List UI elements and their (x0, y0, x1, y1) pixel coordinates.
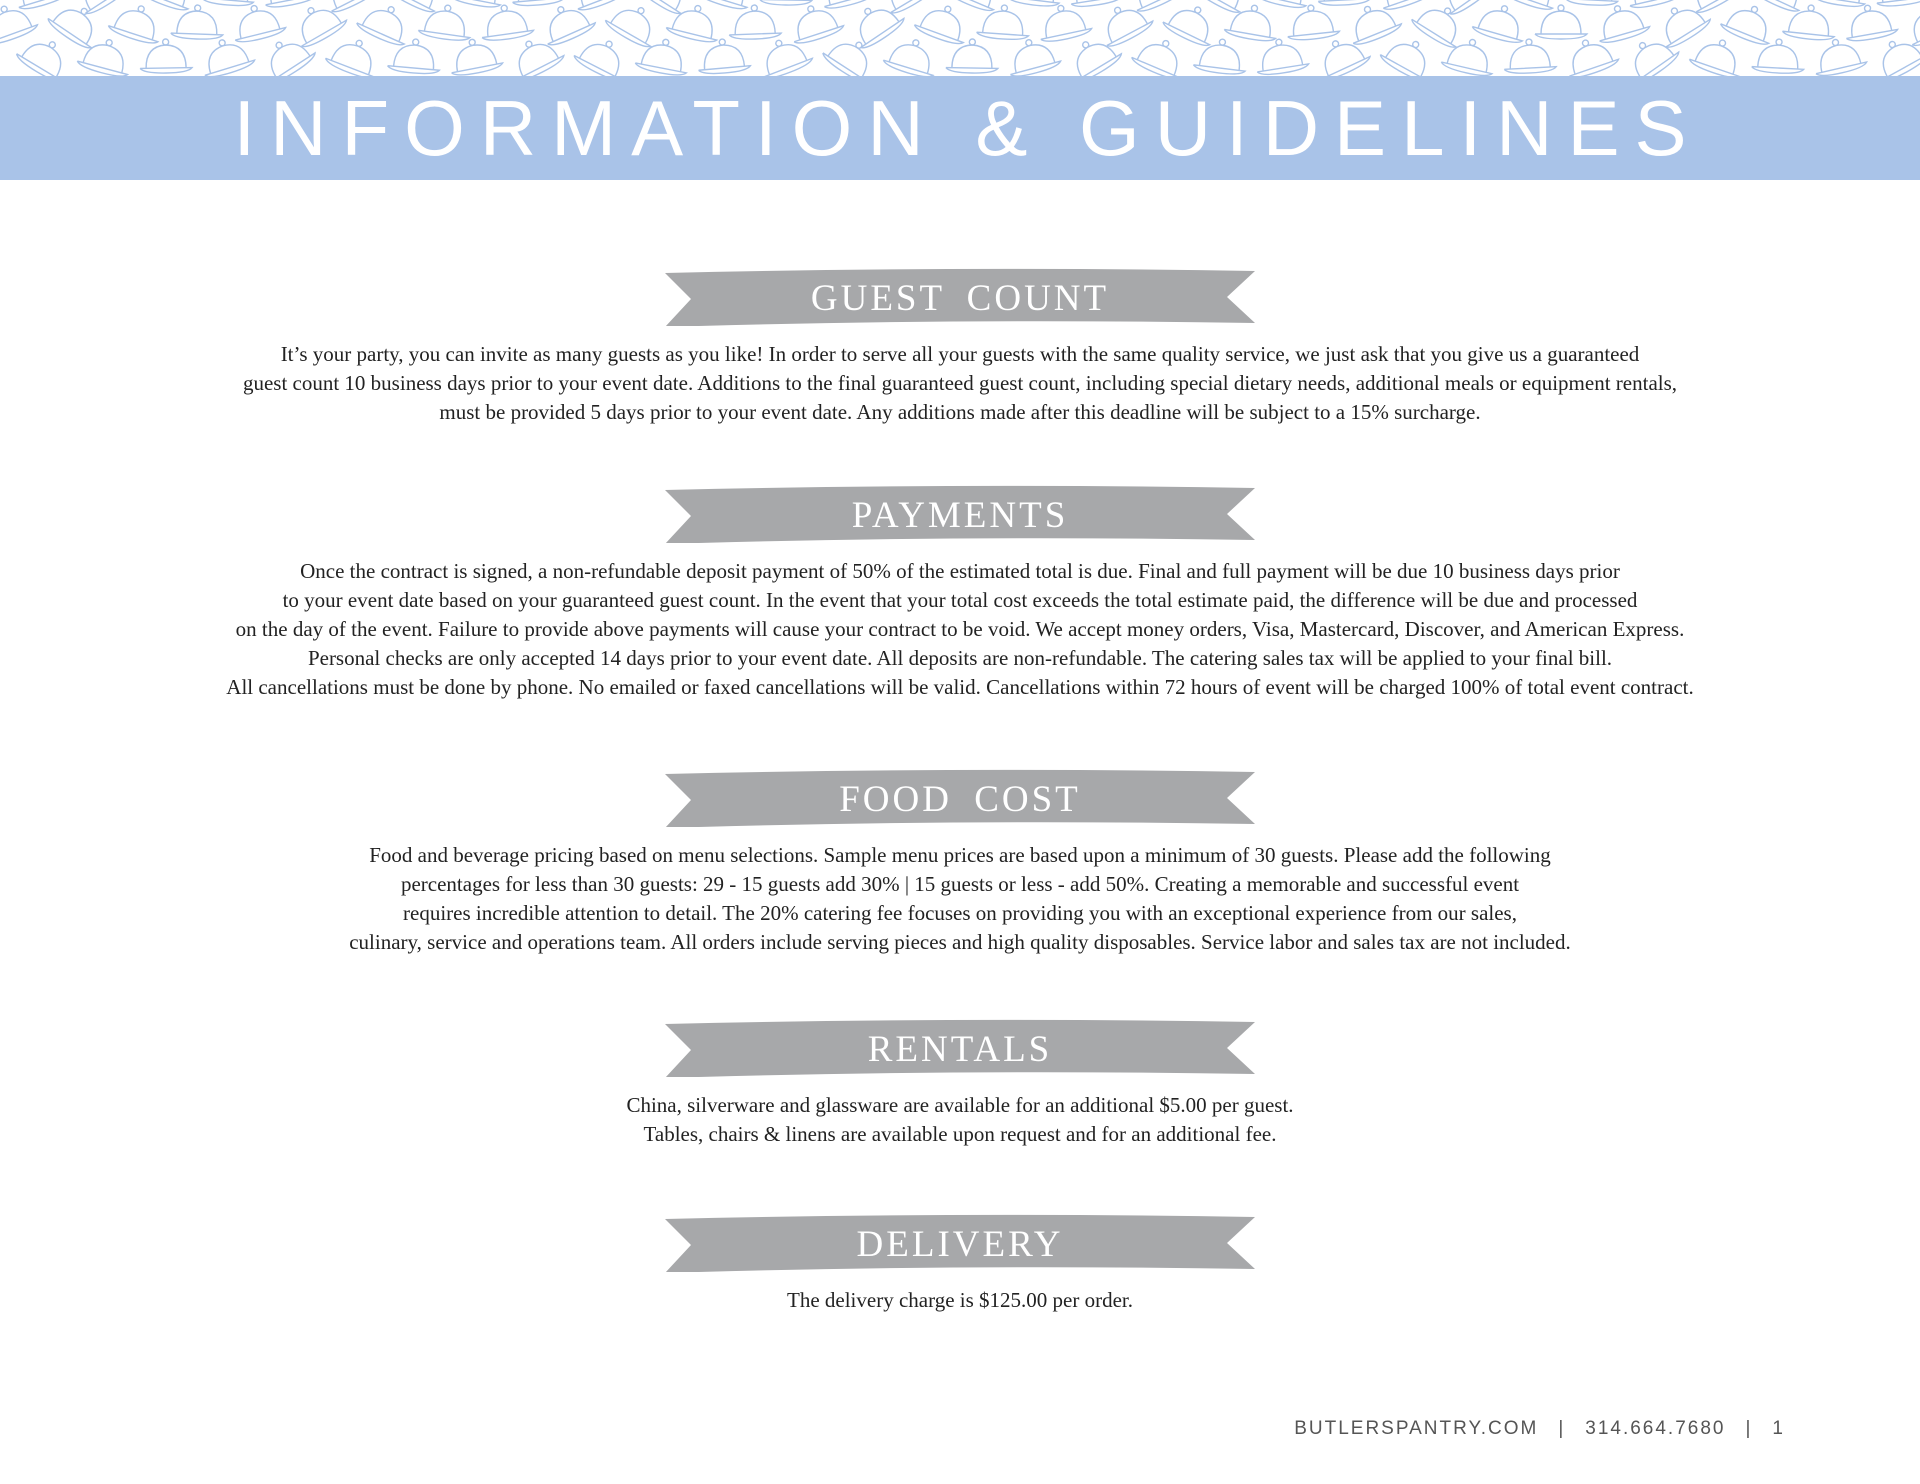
cloche-icon (976, 3, 1030, 41)
cloche-icon (696, 0, 756, 12)
cloche-icon (1062, 29, 1124, 76)
cloche-icon (1193, 36, 1249, 76)
section-heading: RENTALS (867, 1028, 1053, 1070)
cloche-icon (1253, 35, 1310, 76)
cloche-icon (1161, 0, 1223, 49)
section-food-cost (0, 769, 1920, 957)
body-line: All cancellations must be done by phone. No emailed or faxed cancellations will be valid. Cancellations within 72 hours of event will be charged 100% of total event contract. (226, 675, 1694, 699)
cloche-icon (1750, 0, 1811, 15)
cloche-pattern-header (0, 0, 1920, 76)
cloche-icon (1873, 0, 1920, 8)
cloche-icon (1719, 0, 1780, 48)
banner-food-cost (665, 769, 1255, 827)
cloche-icon (448, 0, 506, 10)
cloche-icon (201, 0, 256, 7)
footer-separator: | (1558, 1418, 1566, 1439)
cloche-icon (478, 2, 534, 43)
cloche-icon (256, 29, 318, 76)
cloche-icon (1130, 31, 1191, 76)
page-footer (1294, 1418, 1785, 1440)
cloche-icon (817, 0, 876, 11)
body-line: requires incredible attention to detail. The 20% catering fee focuses on providing you with an exceptional experience from our sales, (403, 901, 1517, 925)
cloche-icon (418, 2, 474, 43)
body-line: It’s your party, you can invite as many guests as you like! In order to serve all your guests with the same quality service, we just ask that you give us a guaranteed (280, 342, 1640, 366)
body-line: percentages for less than 30 guests: 29 - 15 guests add 30% | 15 guests or less - add 50%. Creating a memorable and successful event (400, 872, 1520, 896)
cloche-icon (882, 32, 942, 76)
cloche-icon (1565, 0, 1619, 6)
page-title: INFORMATION & GUIDELINES (233, 84, 1702, 172)
body-line: guest count 10 business days prior to your event date. Additions to the final guaranteed guest count, including special dietary needs, additional meals or equipment rentals, (242, 371, 1678, 395)
section-rentals (0, 1019, 1920, 1149)
cloche-icon (1317, 0, 1371, 6)
body-line: to your event date based on your guaranteed guest count. In the event that your total cost exceeds the total estimate paid, the difference will be due and processed (282, 588, 1638, 612)
cloche-icon (1471, 0, 1530, 46)
section-heading: GUEST COUNT (810, 277, 1110, 319)
cloche-icon (1440, 34, 1498, 76)
cloche-icon (107, 0, 167, 46)
section-payments (0, 485, 1920, 702)
body-line: on the day of the event. Failure to provide above payments will cause your contract to be void. We accept money orders, Visa, Mastercard, Discover, and American Express. (235, 617, 1685, 641)
body-line: Food and beverage pricing based on menu selections. Sample menu prices are based upon a minimum of 30 guests. Please add the following (369, 843, 1551, 867)
footer-phone[interactable]: 314.664.7680 (1585, 1418, 1726, 1439)
body-line: must be provided 5 days prior to your event date. Any additions made after this deadline will be subject to a 15% surcharge. (439, 400, 1481, 424)
cloche-icon (387, 37, 442, 75)
body-line: The delivery charge is $125.00 per order. (787, 1288, 1133, 1312)
cloche-icon (696, 37, 751, 75)
cloche-icon (1900, 0, 1920, 49)
cloche-icon (1254, 0, 1312, 11)
cloche-icon (510, 0, 565, 7)
cloche-icon (665, 0, 724, 45)
cloche-icon (324, 31, 385, 76)
banner-guest-count (665, 268, 1255, 326)
cloche-icon (504, 30, 566, 76)
cloche-icon (1192, 0, 1254, 16)
cloche-icon (845, 0, 907, 52)
section-heading: PAYMENTS (851, 494, 1069, 536)
cloche-icon (1841, 1, 1898, 44)
cloche-icon (355, 0, 416, 49)
section-body (0, 1286, 1920, 1315)
page-number: 1 (1772, 1418, 1785, 1439)
cloche-icon (1503, 38, 1557, 75)
body-line: Personal checks are only accepted 14 days prior to your event date. All deposits are non-refundable. The catering sales tax will be applied to your final bill. (307, 646, 1613, 670)
footer-separator: | (1745, 1418, 1753, 1439)
cloche-icon (1620, 28, 1682, 76)
section-heading: FOOD COST (839, 778, 1081, 820)
cloche-icon (913, 0, 973, 47)
cloche-icon (1285, 2, 1340, 41)
cloche-icon (1093, 0, 1155, 50)
cloche-icon (76, 33, 135, 76)
cloche-icon (785, 0, 845, 46)
footer-website-link[interactable]: BUTLERSPANTRY.COM (1294, 1418, 1539, 1439)
cloche-icon (1342, 0, 1403, 48)
cloche-icon (386, 0, 448, 16)
section-delivery (0, 1214, 1920, 1315)
cloche-icon (1311, 30, 1372, 76)
cloche-icon (1868, 29, 1920, 76)
cloche-icon (1007, 0, 1063, 8)
cloche-icon (1535, 5, 1587, 39)
section-body (0, 1091, 1920, 1149)
cloche-icon (536, 0, 597, 49)
cloche-icon (760, 0, 813, 5)
cloche-icon (140, 39, 193, 74)
section-body (0, 340, 1920, 427)
body-line: culinary, service and operations team. All orders include serving pieces and high quality disposables. Service labor and sales tax are not included. (349, 930, 1571, 954)
cloche-icon (1782, 2, 1837, 41)
cloche-icon (728, 4, 781, 40)
cloche-pattern-graphic (0, 0, 1920, 76)
section-heading: DELIVERY (856, 1223, 1064, 1265)
banner-payments (665, 485, 1255, 543)
cloche-icon (1067, 0, 1124, 9)
cloche-icon (14, 29, 76, 76)
section-guest-count (0, 268, 1920, 427)
section-body (0, 557, 1920, 702)
cloche-icon (1688, 32, 1748, 76)
title-band (0, 76, 1920, 180)
body-line: China, silverware and glassware are available for an additional $5.00 per guest. (626, 1093, 1294, 1117)
body-line: Once the contract is signed, a non-refundable deposit payment of 50% of the estimated total is due. Final and full payment will be due 10 business days prior (300, 559, 1620, 583)
cloche-icon (10, 0, 70, 12)
cloche-icon (1502, 0, 1562, 13)
body-line: Tables, chairs & linens are available upon request and for an additional fee. (643, 1122, 1277, 1146)
cloche-icon (634, 34, 692, 76)
cloche-icon (946, 39, 999, 74)
banner-delivery (665, 1214, 1255, 1272)
banner-rentals (665, 1019, 1255, 1077)
cloche-icon (1813, 0, 1870, 9)
section-body (0, 841, 1920, 957)
